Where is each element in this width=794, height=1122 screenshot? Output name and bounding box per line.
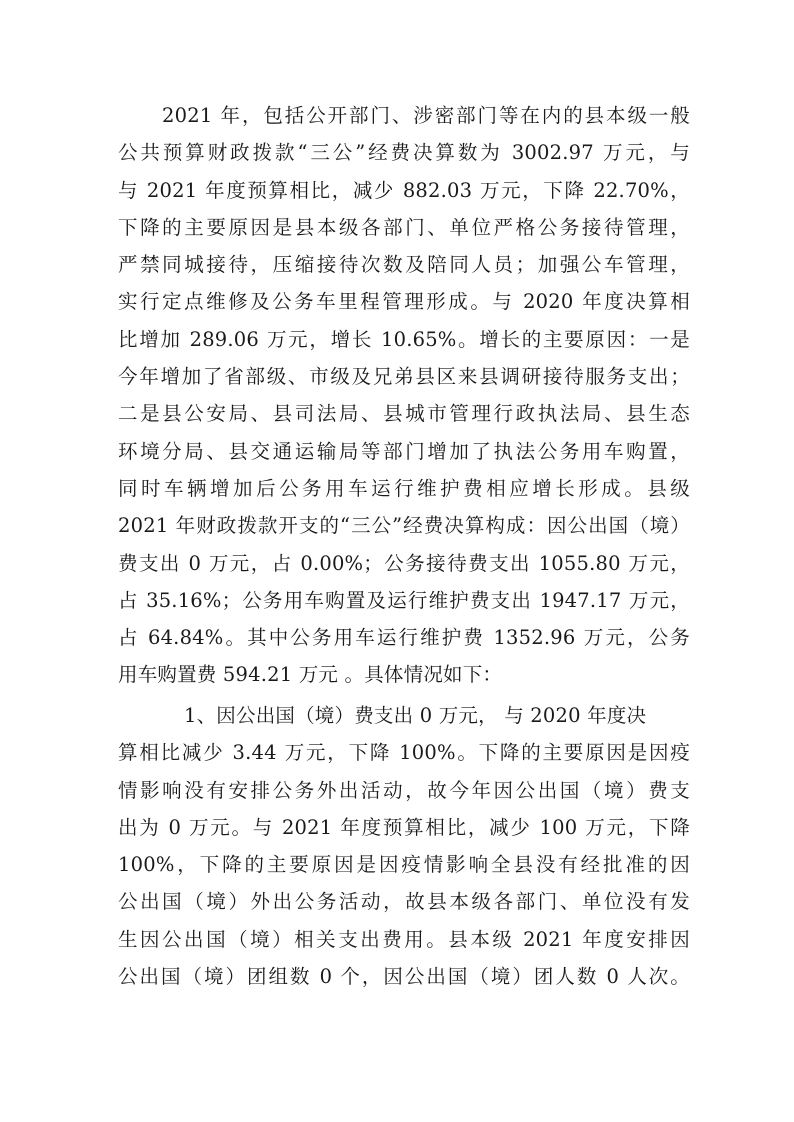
paragraph-line: 今年增加了省部级、市级及兄弟县区来县调研接待服务支出；: [118, 365, 690, 389]
paragraph-line: 下降的主要原因是县本级各部门、单位严格公务接待管理，: [118, 215, 690, 239]
paragraph-line: 同时车辆增加后公务用车运行维护费相应增长形成。县级: [118, 476, 690, 500]
paragraph-line: 实行定点维修及公务车里程管理形成。与 2020 年度决算相: [118, 290, 690, 314]
paragraph-line: 费支出 0 万元，占 0.00%；公务接待费支出 1055.80 万元，: [118, 551, 690, 575]
paragraph-line: 占 35.16%；公务用车购置及运行维护费支出 1947.17 万元，: [118, 588, 690, 612]
paragraph-line: 与 2021 年度预算相比，减少 882.03 万元，下降 22.70%，: [118, 178, 690, 202]
paragraph-line: 情影响没有安排公务外出活动，故今年因公出国（境）费支: [118, 778, 690, 802]
paragraph-line: 出为 0 万元。与 2021 年度预算相比，减少 100 万元，下降: [118, 815, 690, 839]
paragraph-line: 1、因公出国（境）费支出 0 万元， 与 2020 年度决: [184, 704, 647, 727]
paragraph-line: 占 64.84%。其中公务用车运行维护费 1352.96 万元，公务: [118, 626, 690, 650]
paragraph-line: 用车购置费 594.21 万元 。具体情况如下：: [118, 663, 503, 687]
paragraph-line: 环境分局、县交通运输局等部门增加了执法公务用车购置，: [118, 439, 690, 463]
paragraph-line: 公共预算财政拨款“三公”经费决算数为 3002.97 万元，与: [118, 141, 690, 165]
paragraph-line: 2021 年，包括公开部门、涉密部门等在内的县本级一般: [162, 104, 690, 127]
paragraph-line: 比增加 289.06 万元，增长 10.65%。增长的主要原因：一是: [118, 327, 690, 351]
paragraph-line: 公出国（境）外出公务活动，故县本级各部门、单位没有发: [118, 890, 690, 914]
paragraph-line: 生因公出国（境）相关支出费用。县本级 2021 年度安排因: [118, 927, 690, 951]
paragraph-overseas-travel-expenses: [118, 697, 690, 995]
paragraph-line: 公出国（境）团组数 0 个，因公出国（境）团人数 0 人次。: [118, 965, 690, 989]
paragraph-line: 2021 年财政拨款开支的“三公”经费决算构成：因公出国（境）: [118, 514, 690, 538]
paragraph-line: 算相比减少 3.44 万元，下降 100%。下降的主要原因是因疫: [118, 741, 690, 765]
paragraph-line: 严禁同城接待，压缩接待次数及陪同人员；加强公车管理，: [118, 253, 690, 277]
paragraph-three-public-expenses-summary: [118, 97, 690, 694]
paragraph-line: 二是县公安局、县司法局、县城市管理行政执法局、县生态: [118, 402, 690, 426]
paragraph-line: 100%，下降的主要原因是因疫情影响全县没有经批准的因: [118, 853, 690, 877]
